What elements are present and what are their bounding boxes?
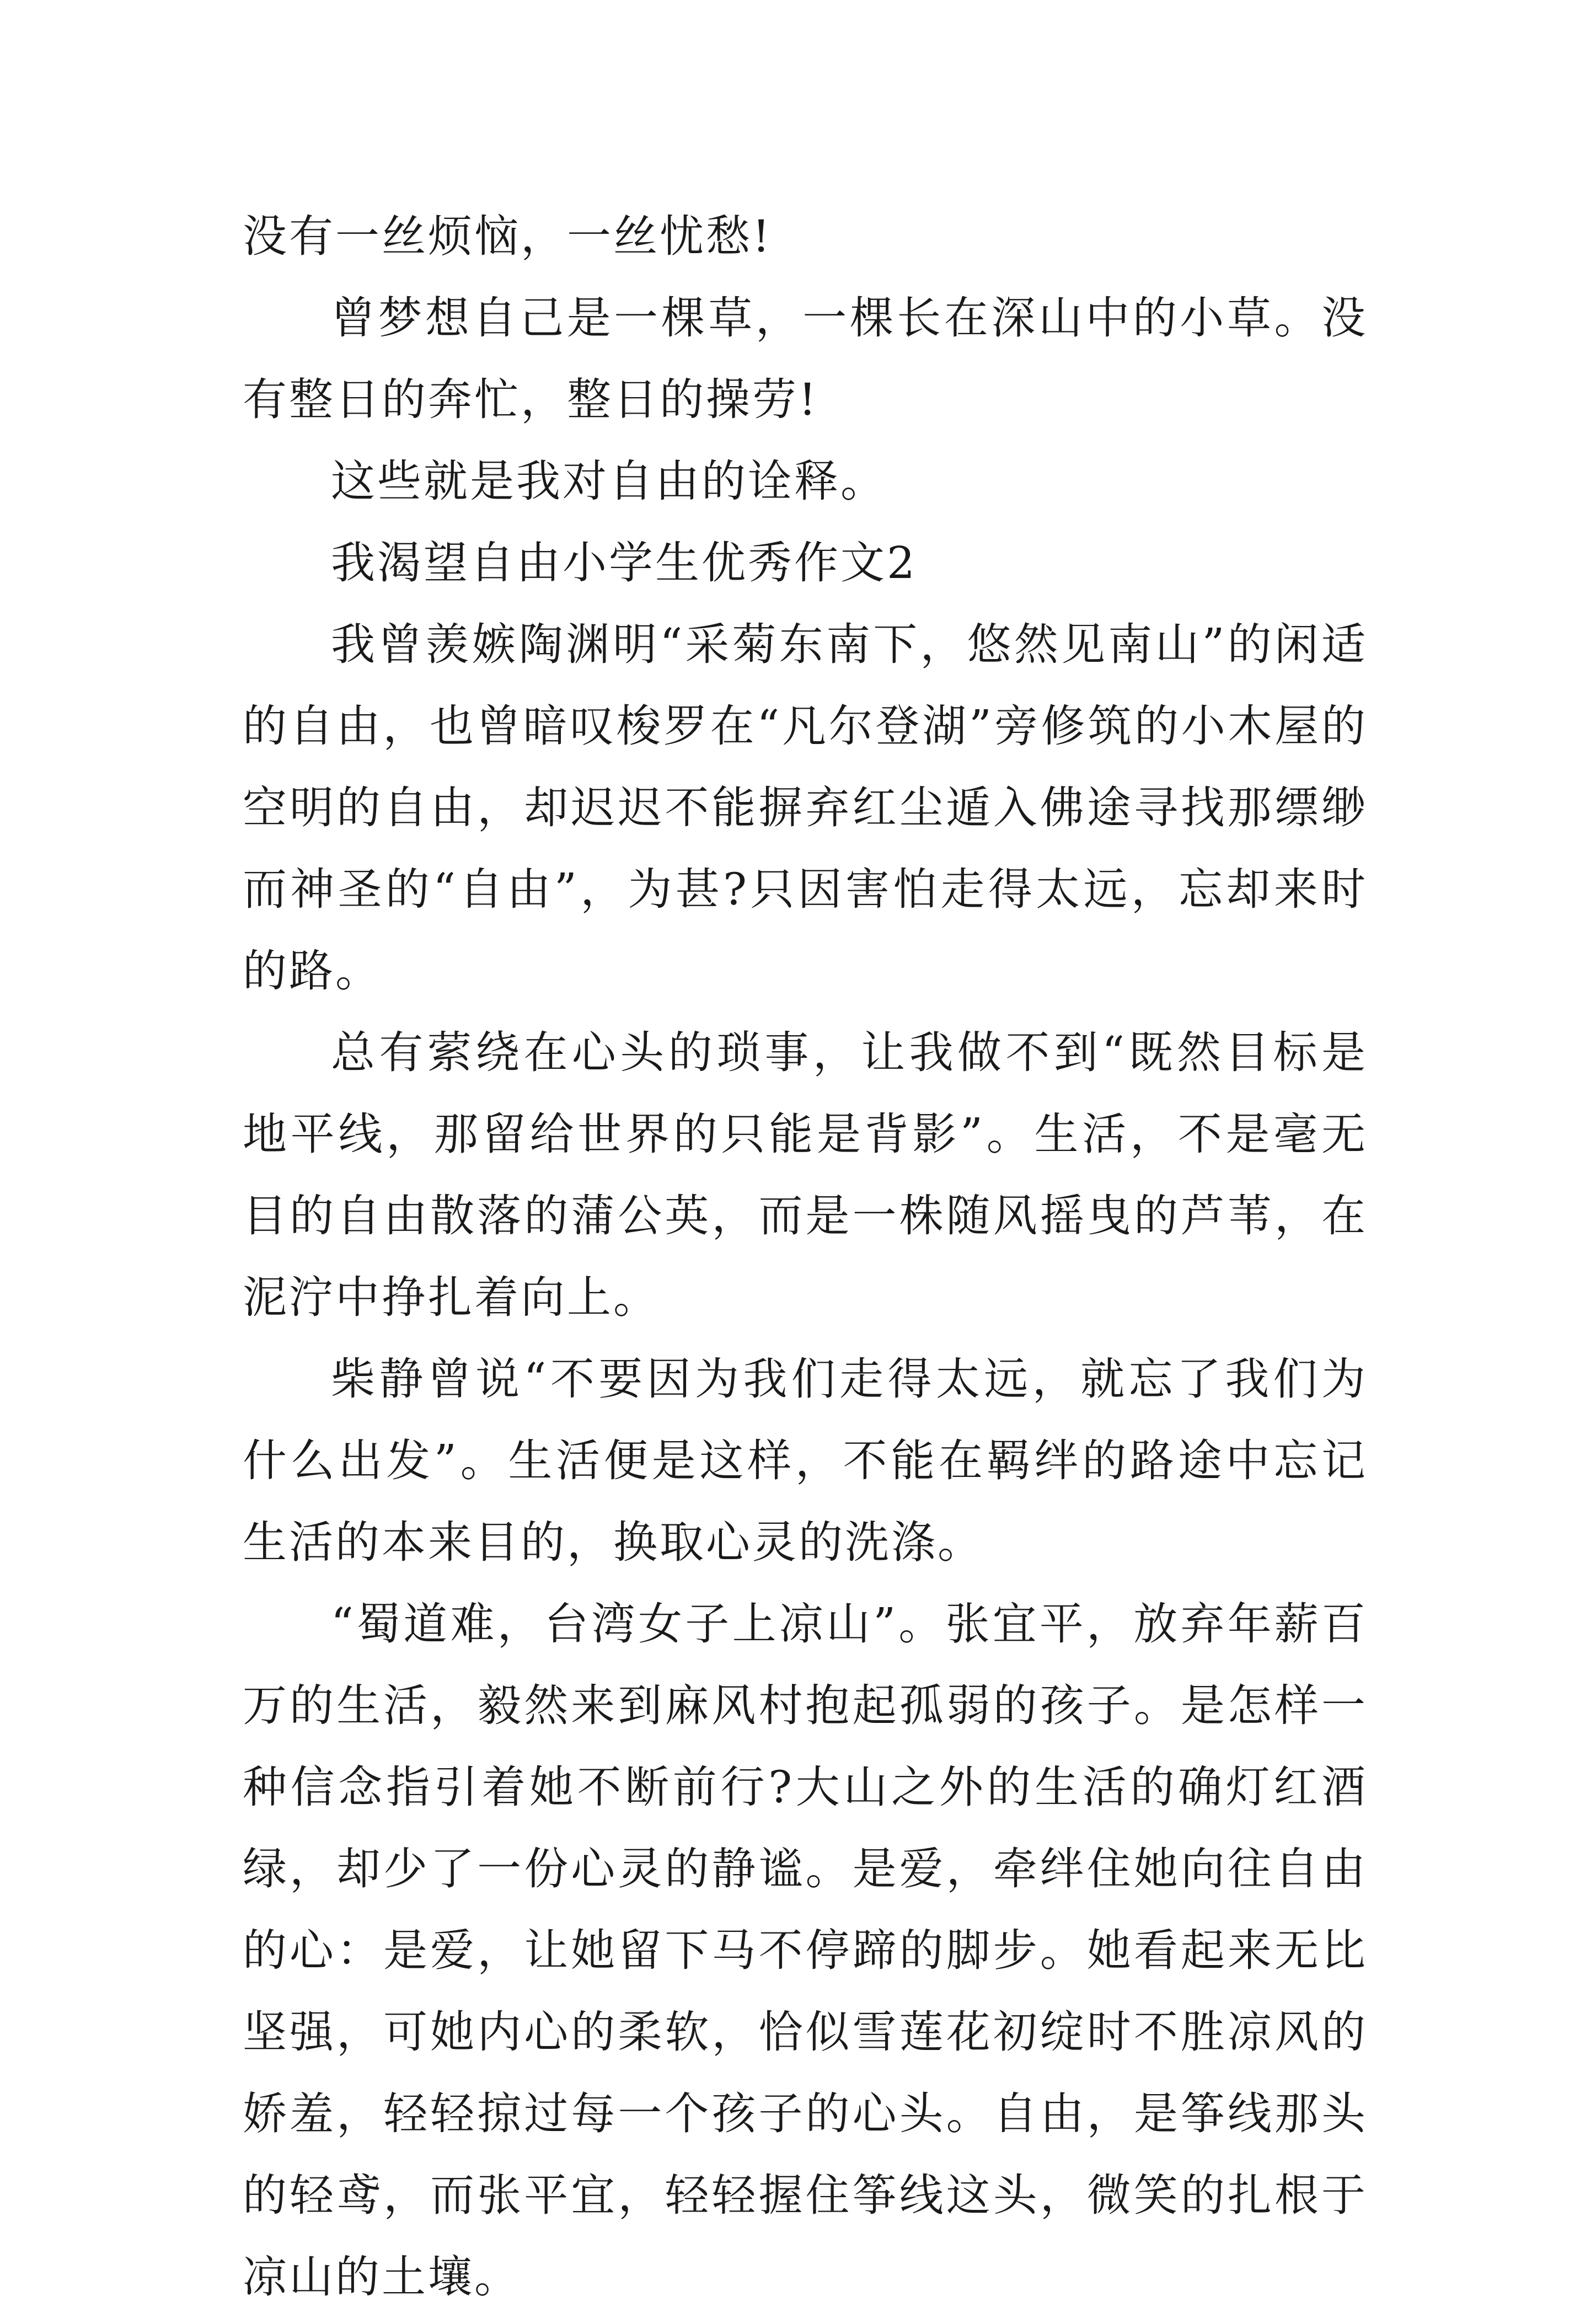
paragraph-1: 没有一丝烦恼，一丝忧愁! <box>243 211 773 262</box>
document-body <box>243 196 1368 2318</box>
section-title: 我渴望自由小学生优秀作文2 <box>331 537 917 588</box>
paragraph-6: 柴静曾说“不要因为我们走得太远，就忘了我们为什么出发”。生活便是这样，不能在羁绊的路途中忘记生活的本来目的，换取心灵的洗涤。 <box>243 1353 1368 1568</box>
paragraph-2: 曾梦想自己是一棵草，一棵长在深山中的小草。没有整日的奔忙，整日的操劳! <box>243 292 1368 425</box>
paragraph-5: 总有萦绕在心头的琐事，让我做不到“既然目标是地平线，那留给世界的只能是背影”。生活，不是毫无目的自由散落的蒲公英，而是一株随风摇曳的芦苇，在泥泞中挣扎着向上。 <box>243 1027 1368 1323</box>
paragraph-7: “蜀道难，台湾女子上凉山”。张宜平，放弃年薪百万的生活，毅然来到麻风村抱起孤弱的孩子。是怎样一种信念指引着她不断前行?大山之外的生活的确灯红酒绿，却少了一份心灵的静谧。是爱，牵绊住她向往自由的心：是爱，让她留下马不停蹄的脚步。她看起来无比坚强，可她内心的柔软，恰似雪莲花初绽时不胜凉风的娇羞，轻轻掠过每一个孩子的心头。自由，是筝线那头的轻鸢，而张平宜，轻轻握住筝线这头，微笑的扎根于凉山的土壤。 <box>243 1598 1368 2303</box>
paragraph-3: 这些就是我对自由的诠释。 <box>331 456 887 507</box>
paragraph-4: 我曾羡嫉陶渊明“采菊东南下，悠然见南山”的闲适的自由，也曾暗叹梭罗在“凡尔登湖”旁修筑的小木屋的空明的自由，却迟迟不能摒弃红尘遁入佛途寻找那缥缈而神圣的“自由”，为甚?只因害怕走得太远，忘却来时的路。 <box>243 619 1368 997</box>
